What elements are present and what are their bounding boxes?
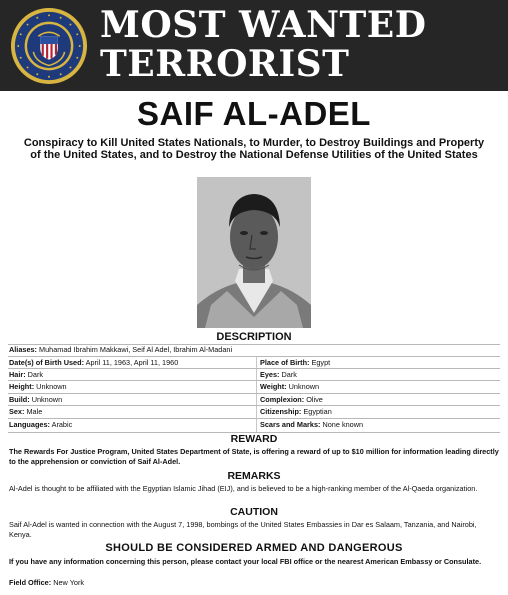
fbi-seal-icon	[10, 7, 88, 85]
caution-text: Saif Al-Adel is wanted in connection with the August 7, 1998, bombings of the United States Embassies in Dar es Salaam, Tanzania, and Nairobi, Kenya.	[9, 520, 477, 539]
hair-value: Dark	[27, 370, 44, 379]
languages-value: Arabic	[51, 420, 73, 429]
birthplace-row: Place of Birth: Egypt	[260, 358, 331, 367]
hair-row: Hair: Dark	[9, 370, 44, 379]
birthplace-value: Egypt	[311, 358, 331, 367]
scars-value: None known	[322, 420, 364, 429]
build-row: Build: Unknown	[9, 395, 63, 404]
eyes-value: Dark	[281, 370, 297, 379]
divider	[8, 356, 500, 357]
languages-row: Languages: Arabic	[9, 420, 73, 429]
complexion-value: Olive	[306, 395, 323, 404]
charges-text: Conspiracy to Kill United States Nationals, to Murder, to Destroy Buildings and Property of the United States, and to Destroy the National Defense Utilities of the United States	[23, 137, 485, 161]
field-office-label: Field Office:	[9, 578, 52, 587]
field-office-row	[9, 578, 84, 588]
remarks-text: Al-Adel is thought to be affiliated with the Egyptian Islamic Jihad (EIJ), and is believed to be a high-ranking member of the Al-Qaeda organization.	[9, 484, 478, 493]
weight-value: Unknown	[288, 382, 320, 391]
divider	[8, 368, 500, 369]
poster-title	[100, 6, 500, 84]
reward-heading: REWARD	[230, 433, 278, 445]
subject-photo	[197, 177, 311, 328]
remarks-heading: REMARKS	[227, 470, 281, 482]
title-line-2: TERRORIST	[100, 43, 350, 85]
height-row: Height: Unknown	[9, 382, 67, 391]
divider	[8, 380, 500, 381]
aliases-value: Muhamad Ibrahim Makkawi, Seif Al Adel, Ibrahim Al-Madani	[39, 345, 233, 354]
divider	[8, 405, 500, 406]
armed-warning: SHOULD BE CONSIDERED ARMED AND DANGEROUS	[105, 542, 403, 554]
scars-row: Scars and Marks: None known	[260, 420, 364, 429]
height-value: Unknown	[36, 382, 67, 391]
citizenship-row: Citizenship: Egyptian	[260, 407, 332, 416]
aliases-row	[9, 345, 232, 355]
subject-name: SAIF AL-ADEL	[137, 95, 371, 132]
description-heading: DESCRIPTION	[216, 331, 292, 343]
aliases-label: Aliases:	[9, 345, 37, 354]
divider	[8, 418, 500, 419]
weight-row: Weight: Unknown	[260, 382, 320, 391]
citizenship-value: Egyptian	[303, 407, 332, 416]
sex-value: Male	[26, 407, 43, 416]
build-value: Unknown	[31, 395, 63, 404]
title-line-1: MOST WANTED	[100, 4, 427, 46]
caution-heading: CAUTION	[230, 506, 278, 518]
field-office-value: New York	[53, 578, 85, 587]
complexion-row: Complexion: Olive	[260, 395, 323, 404]
reward-text: The Rewards For Justice Program, United States Department of State, is offering a reward of up to $10 million for information leading directly to the apprehension or conviction of Saif Al-Adel.	[9, 447, 499, 466]
dob-row: Date(s) of Birth Used: April 11, 1963, April 11, 1960	[9, 358, 179, 367]
divider	[8, 393, 500, 394]
header-banner	[0, 0, 508, 91]
eyes-row: Eyes: Dark	[260, 370, 297, 379]
sex-row: Sex: Male	[9, 407, 43, 416]
dob-value: April 11, 1963, April 11, 1960	[85, 358, 179, 367]
contact-text: If you have any information concerning this person, please contact your local FBI office or the nearest American Embassy or Consulate.	[9, 557, 482, 566]
